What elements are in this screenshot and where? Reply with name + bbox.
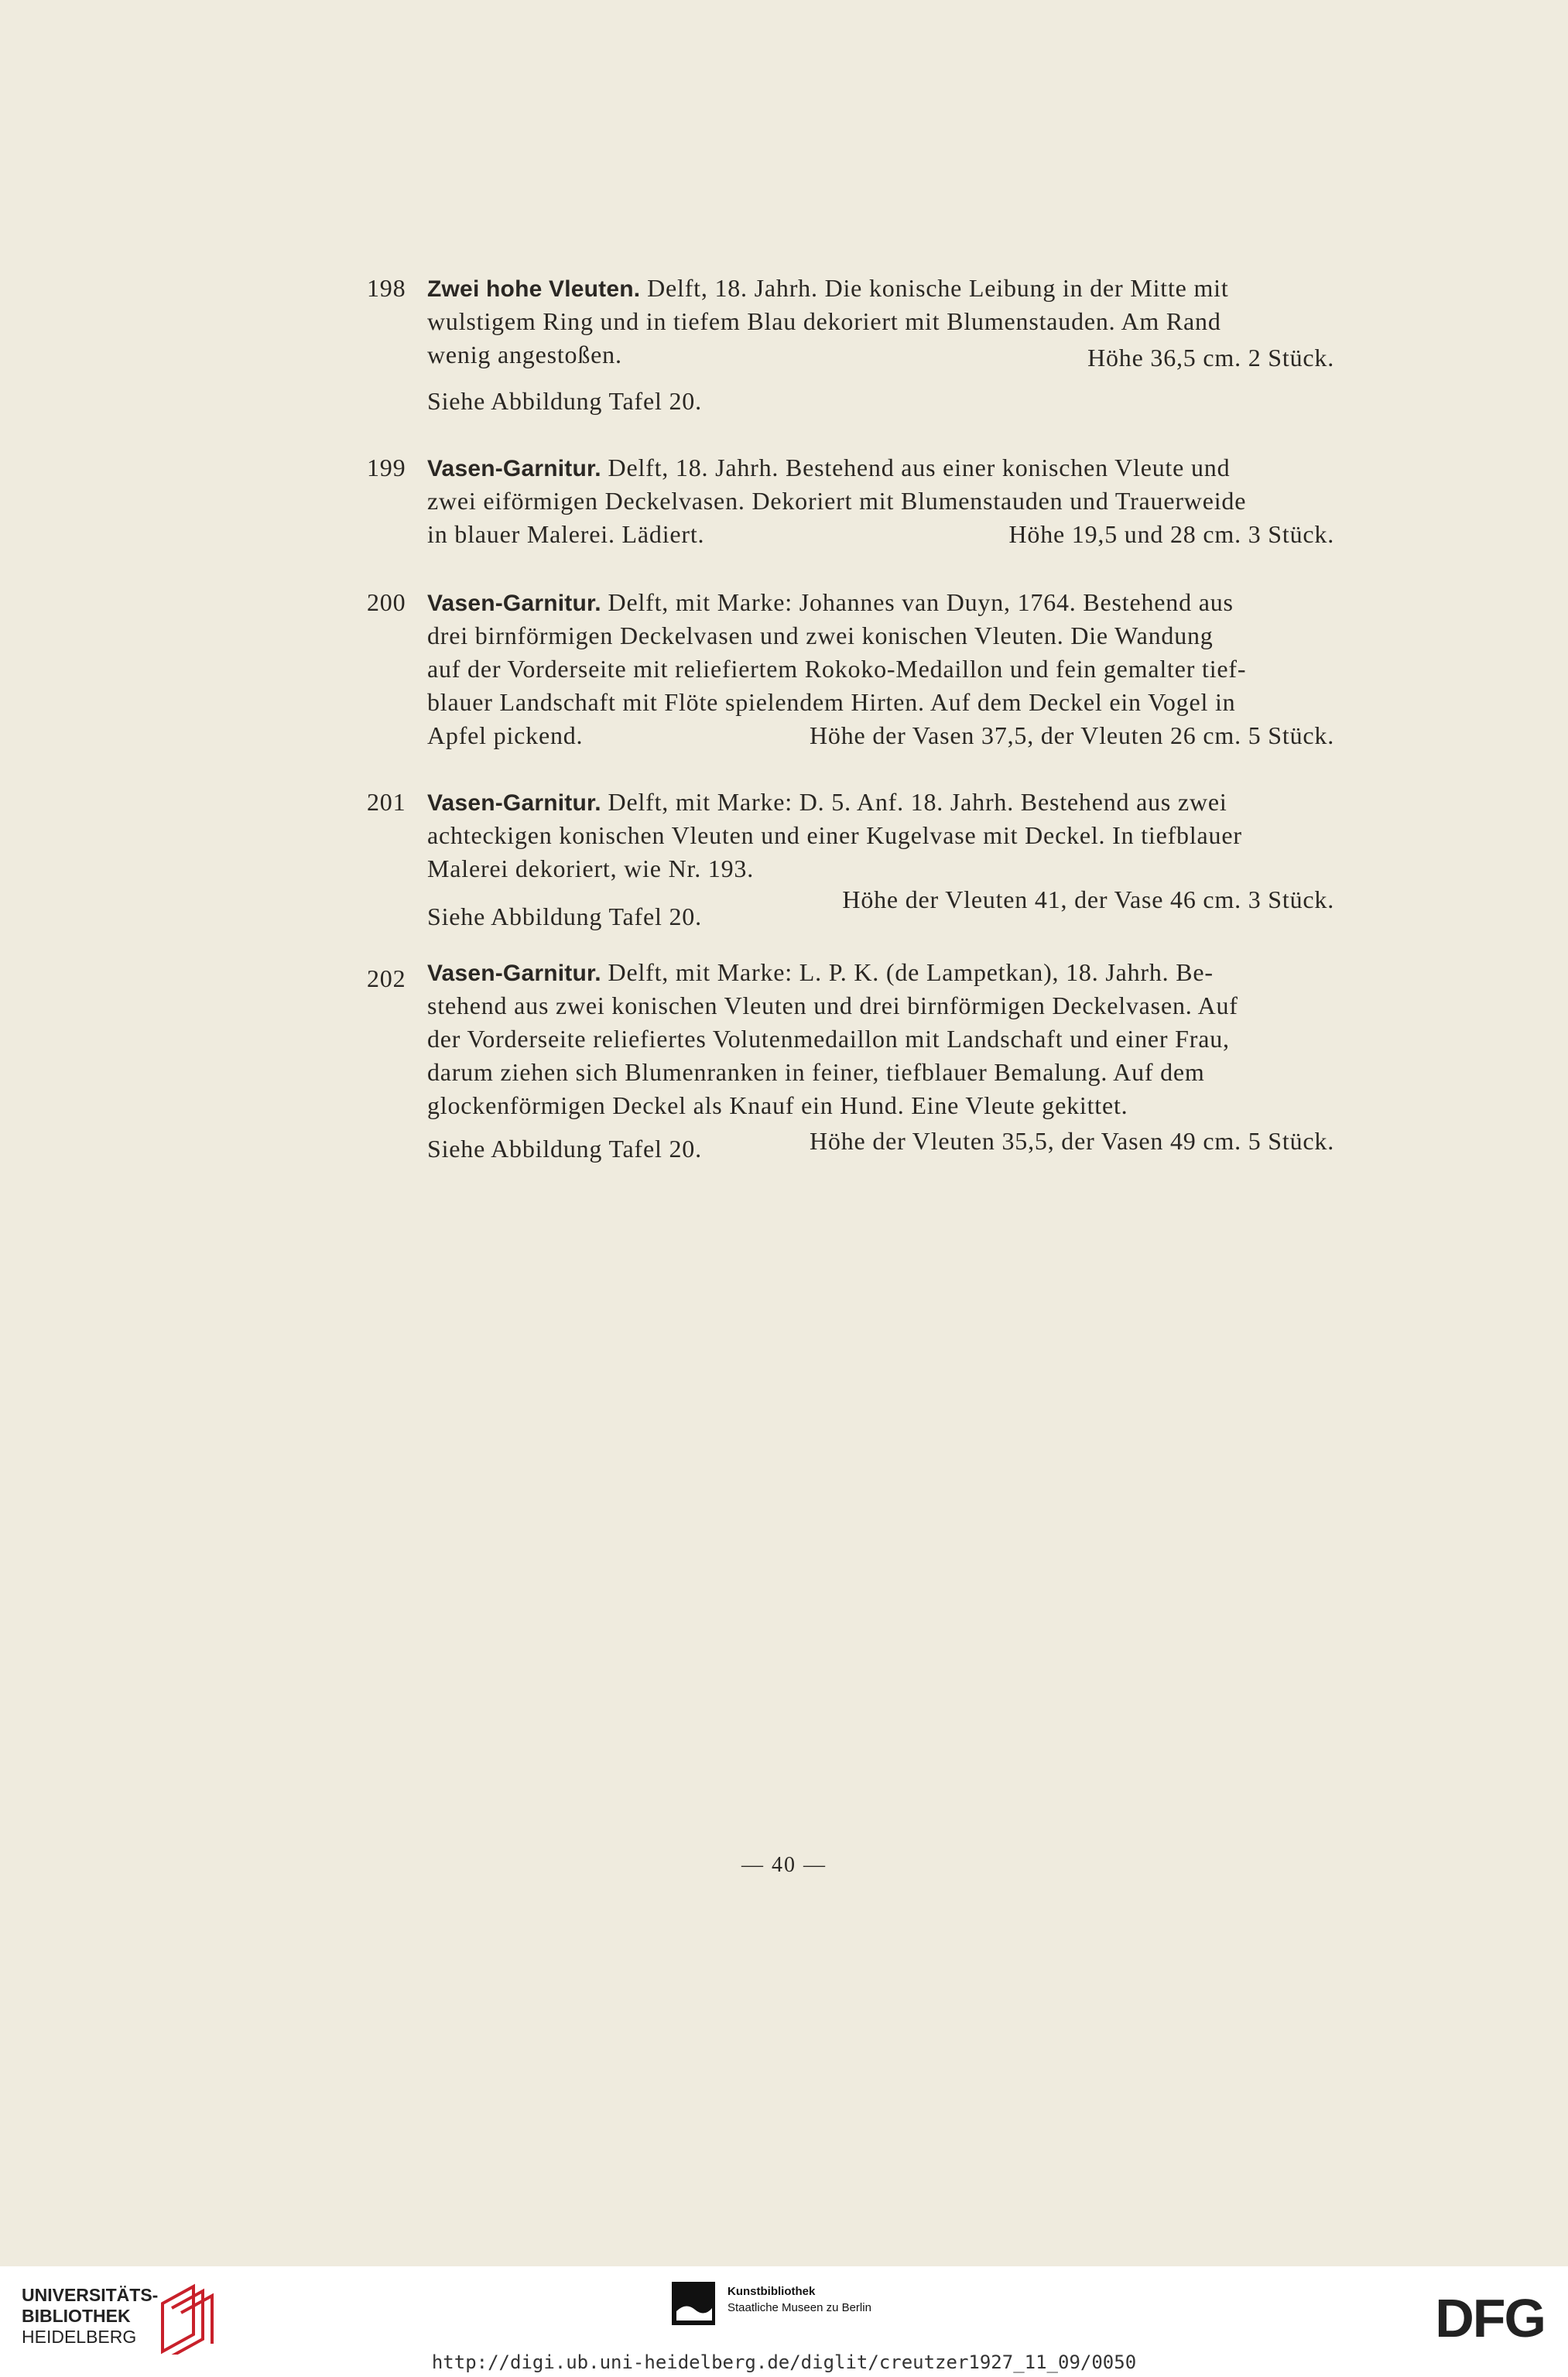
museum-line-1: Kunstbibliothek xyxy=(728,2285,816,2298)
entry-line: achteckigen konischen Vleuten und einer Kugelvase mit Deckel. In tiefblauer xyxy=(427,821,1242,849)
entry-number: 199 xyxy=(367,454,406,481)
entry-reference: Siehe Abbildung Tafel 20. xyxy=(427,1135,702,1163)
entry-title: Vasen-Garnitur. xyxy=(427,790,601,816)
entry-first-line xyxy=(427,452,1230,485)
entry-measure: Höhe 36,5 cm. 2 Stück. xyxy=(1087,344,1334,372)
entry-line: der Vorderseite reliefiertes Volutenmedaillon mit Landschaft und einer Frau, xyxy=(427,1025,1230,1053)
entry-line: drei birnförmigen Deckelvasen und zwei konischen Vleuten. Die Wandung xyxy=(427,622,1214,649)
dfg-logo: DFG xyxy=(1435,2288,1545,2348)
entry-first-line xyxy=(427,786,1227,819)
entry-measure: Höhe der Vasen 37,5, der Vleuten 26 cm. 5 Stück. xyxy=(810,721,1334,749)
entry-line: Malerei dekoriert, wie Nr. 193. xyxy=(427,855,755,882)
entry-first-line-text: Delft, 18. Jahrh. Die konische Leibung in der Mitte mit xyxy=(640,274,1229,302)
entry-number: 200 xyxy=(367,588,406,616)
page-number: — 40 — xyxy=(741,1853,827,1877)
digitization-footer xyxy=(0,2266,1568,2377)
entry-reference: Siehe Abbildung Tafel 20. xyxy=(427,903,702,930)
entry-line: glockenförmigen Deckel als Knauf ein Hund. Eine Vleute gekittet. xyxy=(427,1091,1128,1119)
entry-reference: Siehe Abbildung Tafel 20. xyxy=(427,387,702,415)
entry-line: Apfel pickend. xyxy=(427,721,584,749)
museum-line-2: Staatliche Museen zu Berlin xyxy=(728,2301,871,2314)
university-line-1: UNIVERSITÄTS- xyxy=(22,2285,159,2305)
entry-line: stehend aus zwei konischen Vleuten und drei birnförmigen Deckelvasen. Auf xyxy=(427,992,1238,1019)
entry-title: Vasen-Garnitur. xyxy=(427,591,601,616)
entry-line: zwei eiförmigen Deckelvasen. Dekoriert mit Blumenstauden und Trauerweide xyxy=(427,487,1247,515)
entry-title: Vasen-Garnitur. xyxy=(427,961,601,986)
entry-line: auf der Vorderseite mit reliefiertem Rokoko-Medaillon und fein gemalter tief- xyxy=(427,655,1247,683)
entry-title: Vasen-Garnitur. xyxy=(427,456,601,481)
museum-label xyxy=(728,2283,871,2316)
entry-measure: Höhe 19,5 und 28 cm. 3 Stück. xyxy=(1008,520,1334,548)
entry-title: Zwei hohe Vleuten. xyxy=(427,276,641,302)
entry-measure: Höhe der Vleuten 41, der Vase 46 cm. 3 Stück. xyxy=(842,885,1334,913)
entry-number: 198 xyxy=(367,274,406,302)
entry-measure: Höhe der Vleuten 35,5, der Vasen 49 cm. 5 Stück. xyxy=(810,1127,1334,1155)
university-line-3: HEIDELBERG xyxy=(22,2327,137,2347)
entry-line: wenig angestoßen. xyxy=(427,341,622,368)
entry-first-line-text: Delft, mit Marke: Johannes van Duyn, 1764. Bestehend aus xyxy=(601,588,1234,616)
entry-line: wulstigem Ring und in tiefem Blau dekoriert mit Blumenstauden. Am Rand xyxy=(427,307,1221,335)
entry-first-line-text: Delft, mit Marke: D. 5. Anf. 18. Jahrh. Bestehend aus zwei xyxy=(601,788,1227,816)
entry-first-line-text: Delft, 18. Jahrh. Bestehend aus einer konischen Vleute und xyxy=(601,454,1231,481)
university-library-logo-icon xyxy=(155,2280,217,2355)
entry-first-line xyxy=(427,587,1234,619)
entry-first-line xyxy=(427,272,1229,305)
university-library-label xyxy=(22,2285,158,2348)
entry-line: darum ziehen sich Blumenranken in feiner, tiefblauer Bemalung. Auf dem xyxy=(427,1058,1205,1086)
entry-number: 202 xyxy=(367,964,406,992)
entry-line: blauer Landschaft mit Flöte spielendem Hirten. Auf dem Deckel ein Vogel in xyxy=(427,688,1236,716)
kunstbibliothek-logo-icon xyxy=(670,2280,717,2327)
entry-number: 201 xyxy=(367,788,406,816)
university-line-2: BIBLIOTHEK xyxy=(22,2306,131,2326)
entry-first-line-text: Delft, mit Marke: L. P. K. (de Lampetkan), 18. Jahrh. Be- xyxy=(601,958,1214,986)
entry-first-line xyxy=(427,957,1214,989)
permalink-url[interactable]: http://digi.ub.uni-heidelberg.de/diglit/creutzer1927_11_09/0050 xyxy=(431,2351,1137,2373)
entry-line: in blauer Malerei. Lädiert. xyxy=(427,520,705,548)
